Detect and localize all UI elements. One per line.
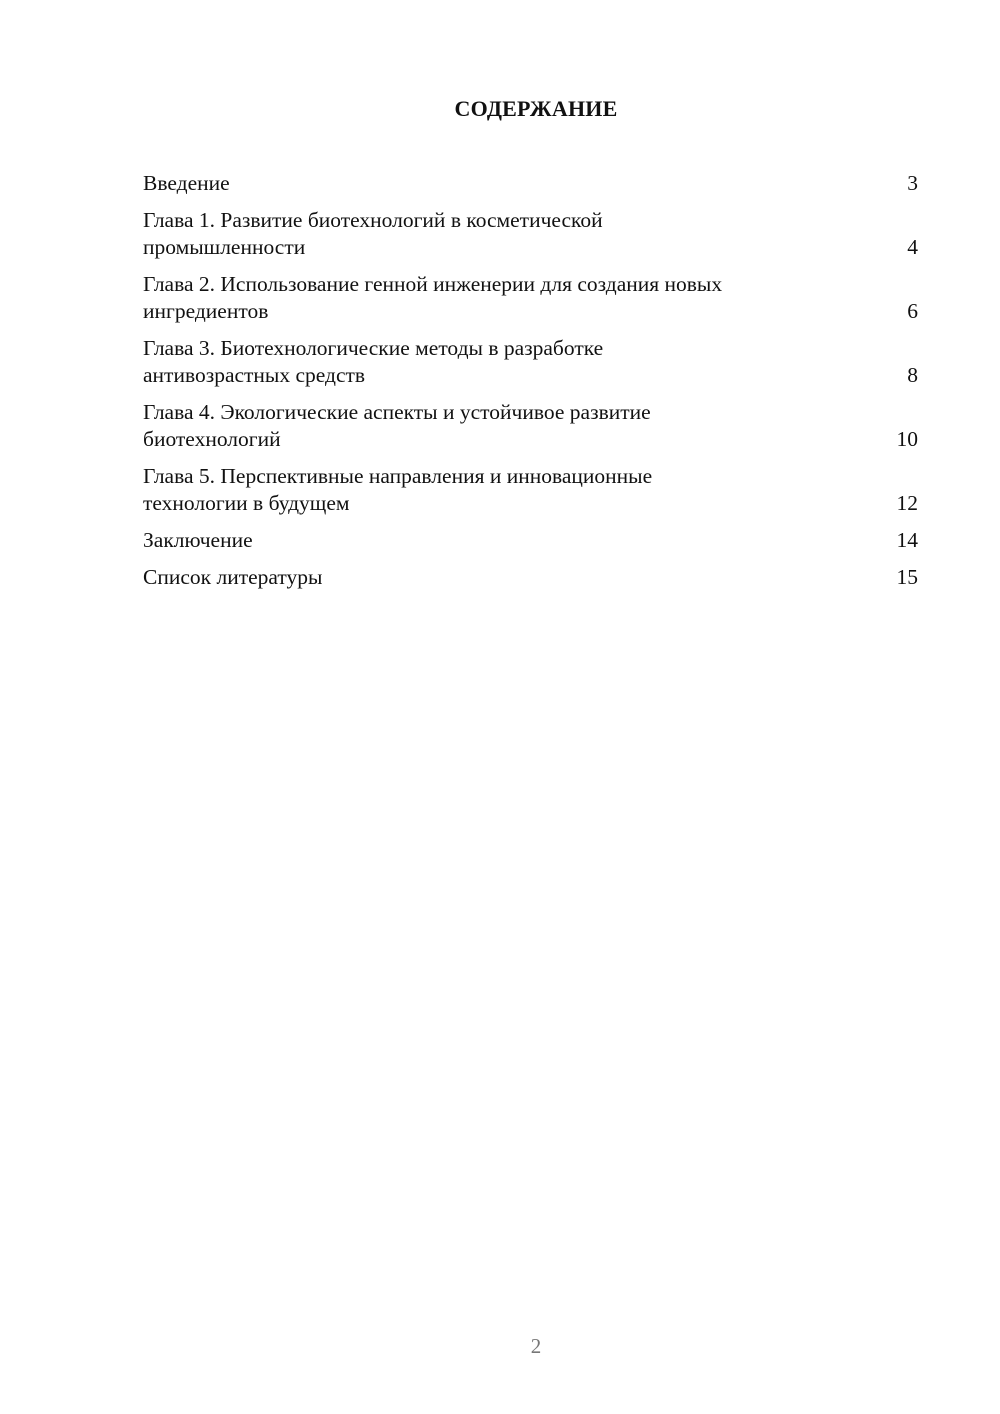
toc-entry-title-line: антивозрастных средств	[143, 363, 366, 387]
toc-heading: СОДЕРЖАНИЕ	[454, 96, 618, 121]
toc-entry-title	[143, 399, 651, 453]
table-of-contents	[143, 170, 918, 601]
toc-entry-title-line: технологии в будущем	[143, 491, 350, 515]
toc-entry-title-line: Заключение	[143, 528, 253, 552]
toc-entry-introduction	[143, 170, 918, 197]
toc-entry-title	[143, 527, 253, 554]
toc-entry-title-line: промышленности	[143, 235, 306, 259]
toc-entry-page: 3	[907, 171, 918, 195]
toc-entry-title	[143, 564, 322, 591]
toc-entry-title-line: Введение	[143, 171, 230, 195]
toc-entry-title	[143, 207, 603, 261]
page-number: 2	[530, 1334, 542, 1358]
toc-entry-conclusion	[143, 527, 918, 554]
toc-entry-title-line: Глава 2. Использование генной инженерии для создания новых	[143, 272, 723, 296]
toc-entry-chapter-2	[143, 271, 918, 325]
toc-entry-chapter-1	[143, 207, 918, 261]
toc-entry-title	[143, 170, 230, 197]
toc-entry-title-line: Список литературы	[143, 565, 323, 589]
toc-entry-title-line: Глава 1. Развитие биотехнологий в косметической	[143, 208, 603, 232]
toc-entry-title-line: ингредиентов	[143, 299, 269, 323]
toc-entry-title-line: Глава 3. Биотехнологические методы в разработке	[143, 336, 604, 360]
toc-entry-title	[143, 271, 722, 325]
toc-entry-title	[143, 463, 652, 517]
toc-entry-page: 10	[896, 427, 918, 451]
toc-entry-references	[143, 564, 918, 591]
toc-entry-page: 8	[907, 363, 918, 387]
toc-entry-page: 14	[896, 528, 918, 552]
toc-entry-chapter-4	[143, 399, 918, 453]
toc-entry-title-line: Глава 5. Перспективные направления и инновационные	[143, 464, 653, 488]
toc-entry-chapter-5	[143, 463, 918, 517]
toc-entry-page: 6	[907, 299, 918, 323]
toc-entry-chapter-3	[143, 335, 918, 389]
toc-entry-page: 4	[907, 235, 918, 259]
toc-entry-title-line: биотехнологий	[143, 427, 281, 451]
toc-entry-title	[143, 335, 603, 389]
toc-entry-page: 12	[896, 491, 918, 515]
toc-entry-title-line: Глава 4. Экологические аспекты и устойчивое развитие	[143, 400, 651, 424]
toc-entry-page: 15	[896, 565, 918, 589]
